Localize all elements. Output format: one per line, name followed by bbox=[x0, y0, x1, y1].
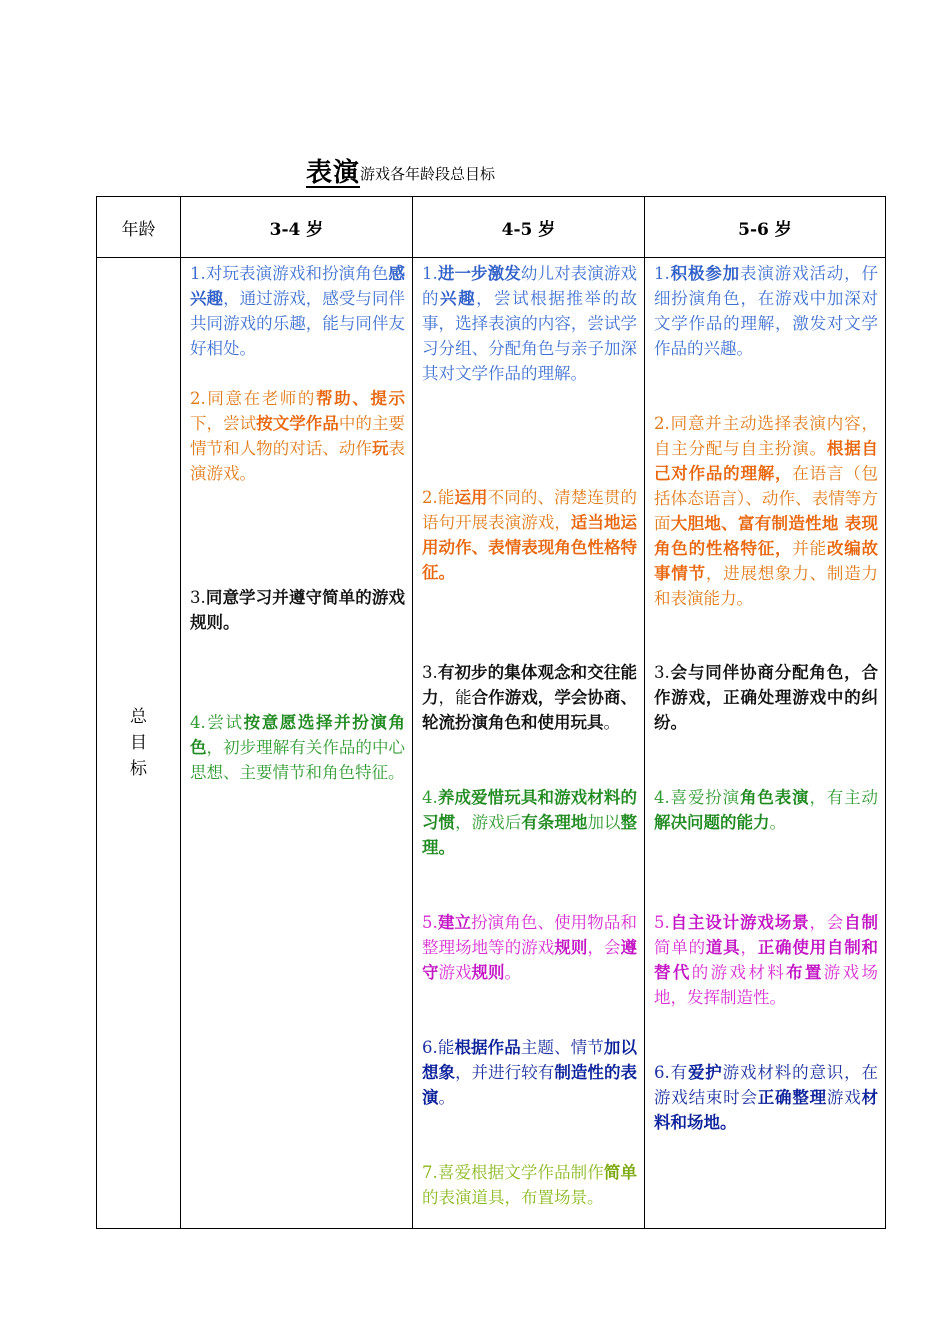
goal-4-5-5: 5.建立扮演角色、使用物品和整理场地等的游戏规则，会遵守游戏规则。 bbox=[422, 913, 638, 982]
title-main: 表演 bbox=[306, 158, 361, 188]
goals-4-5 bbox=[413, 258, 645, 1229]
goal-4-5-6: 6.能根据作品主题、情节加以想象，并进行较有制造性的表演。 bbox=[422, 1038, 638, 1107]
header-3-4: 3-4 岁 bbox=[181, 197, 413, 258]
goals-3-4 bbox=[181, 258, 413, 1229]
goal-3-4-3: 3.同意学习并遵守简单的游戏规则。 bbox=[190, 588, 405, 632]
goal-4-5-1: 1.进一步激发幼儿对表演游戏的兴趣，尝试根据推举的故事，选择表演的内容，尝试学习分组、分配角色与亲子加深其对文学作品的理解。 bbox=[422, 264, 638, 383]
row-label-char-1: 总 bbox=[130, 707, 147, 727]
goals-5-6 bbox=[645, 258, 886, 1229]
goal-5-6-5: 5.自主设计游戏场景，会自制简单的道具，正确使用自制和替代的游戏材料布置游戏场地，发挥制造性。 bbox=[654, 913, 879, 1007]
row-label-char-2: 目 bbox=[130, 733, 147, 753]
goals-row bbox=[97, 258, 886, 1229]
goal-5-6-2: 2.同意并主动选择表演内容，自主分配与自主扮演。根据自己对作品的理解，在语言（包括体态语言）、动作、表情等方面大胆地、富有制造性地 表现角色的性格特征，并能改编故事情节，进展想象力、制造力和表演能力。 bbox=[654, 414, 879, 608]
row-label-char-3: 标 bbox=[130, 759, 147, 779]
goal-4-5-7: 7.喜爱根据文学作品制作简单的表演道具，布置场景。 bbox=[422, 1163, 637, 1207]
header-age: 年龄 bbox=[97, 197, 181, 258]
goals-table bbox=[96, 196, 886, 1229]
goal-3-4-2: 2.同意在老师的帮助、提示下，尝试按文学作品中的主要情节和人物的对话、动作玩表演游戏。 bbox=[190, 389, 406, 483]
title-sub: 游戏各年龄段总目标 bbox=[360, 165, 496, 183]
goal-5-6-3: 3.会与同伴协商分配角色，合作游戏，正确处理游戏中的纠纷。 bbox=[654, 663, 878, 732]
goal-4-5-2: 2.能运用不同的、清楚连贯的语句开展表演游戏，适当地运用动作、表情表现角色性格特征。 bbox=[422, 488, 638, 582]
header-5-6: 5-6 岁 bbox=[645, 197, 886, 258]
header-row bbox=[97, 197, 886, 258]
goal-3-4-4: 4.尝试按意愿选择并扮演角色，初步理解有关作品的中心思想、主要情节和角色特征。 bbox=[190, 713, 406, 782]
goal-5-6-6: 6.有爱护游戏材料的意识，在游戏结束时会正确整理游戏材料和场地。 bbox=[654, 1063, 879, 1132]
header-4-5: 4-5 岁 bbox=[413, 197, 645, 258]
goal-4-5-3: 3.有初步的集体观念和交往能力，能合作游戏，学会协商、轮流扮演角色和使用玩具。 bbox=[422, 663, 638, 732]
page-title bbox=[272, 152, 495, 188]
goal-5-6-4: 4.喜爱扮演角色表演，有主动解决问题的能力。 bbox=[654, 788, 879, 832]
row-label-overall-goals bbox=[97, 258, 181, 1229]
goal-5-6-1: 1.积极参加表演游戏活动，仔细扮演角色，在游戏中加深对文学作品的理解，激发对文学作品的兴趣。 bbox=[654, 264, 879, 358]
goal-4-5-4: 4.养成爱惜玩具和游戏材料的习惯，游戏后有条理地加以整理。 bbox=[422, 788, 638, 857]
goal-3-4-1: 1.对玩表演游戏和扮演角色感兴趣，通过游戏，感受与同伴共同游戏的乐趣，能与同伴友好相处。 bbox=[190, 264, 406, 358]
